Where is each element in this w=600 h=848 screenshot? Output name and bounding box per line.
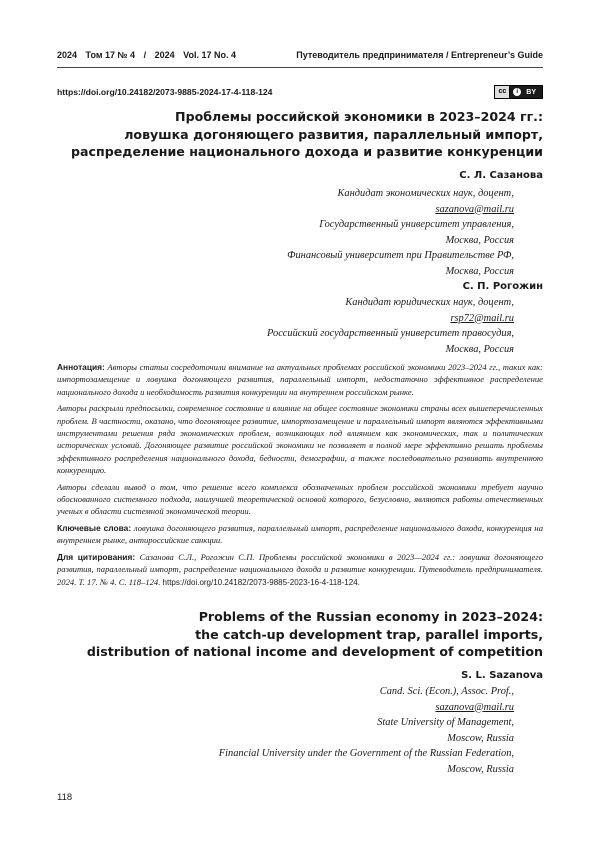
article-title-ru <box>57 108 543 161</box>
affiliation-line: Cand. Sci. (Econ.), Assoc. Prof., <box>379 686 514 697</box>
author-2-affiliation <box>267 295 514 357</box>
cc-by-badge[interactable] <box>494 85 543 99</box>
affiliation-line: Moscow, Russia <box>447 763 514 775</box>
year: 2024 <box>57 50 78 60</box>
abstract-paragraph-2: Авторы раскрыли предпосылки, современное состояние и влияние на общее состояние экономики страны всех вышеперечисленных проблем. В частности, оказано, что догоняющее развитие, импортозамещение и параллельный импорт являются эффективными инструментами решения ряда экономических проблем, возникающих под влиянием как экономических, так и политических исторических условий. Догоняющее развитие российской экономики не позволяет в полной мере эффективно решать проблемы эффективного распределения национального дохода, бедности, демографии, а также последовательно развивать внутреннюю конкуренцию. <box>57 403 543 476</box>
abstract-paragraph-3: Авторы сделали вывод о том, что решение всего комплекса обозначенных проблем российской экономики требует научно обоснованного системного подхода, наилучшей теоретической основой которого, безусловно, являются работы отечественных ученых в области системной экономической теории. <box>57 481 543 517</box>
page-number: 118 <box>57 792 73 803</box>
title-en-line-2: the catch-up development trap, parallel imports, <box>195 626 543 642</box>
abstract-label: Аннотация: <box>57 362 105 372</box>
author-1-affiliation <box>287 186 514 279</box>
running-header <box>57 50 543 68</box>
title-en-line-1: Problems of the Russian economy in 2023–2024: <box>198 609 543 624</box>
separator: / <box>143 50 147 60</box>
affiliation-line: Financial University under the Government of the Russian Federation, <box>218 748 514 759</box>
citation <box>57 551 543 589</box>
title-ru-line-2: ловушка догоняющего развития, параллельный импорт, <box>124 126 543 142</box>
person-icon: i <box>513 88 521 96</box>
author-1-name: С. Л. Сазанова <box>459 170 543 181</box>
affiliation-line: Государственный университет управления, <box>319 219 514 230</box>
keywords <box>57 522 543 547</box>
citation-doi[interactable]: https://doi.org/10.24182/2073-9885-2023-16-4-118-124. <box>162 577 360 587</box>
author-2-name: С. П. Рогожин <box>462 281 543 292</box>
affiliation-line: State University of Management, <box>377 717 514 728</box>
keywords-text: ловушка догоняющего развития, параллельный импорт, распределение национального дохода, конкуренция на внутреннем рынке, антироссийские санкции. <box>57 522 543 546</box>
volume-issue-en: Vol. 17 No. 4 <box>183 50 237 60</box>
author-en-email[interactable]: sazanova@mail.ru <box>435 701 514 713</box>
title-ru-line-3: распределение национального дохода и развитие конкуренции <box>71 144 543 159</box>
affiliation-line: Кандидат юридических наук, доцент, <box>345 297 514 308</box>
year-en: 2024 <box>154 50 175 60</box>
author-en-name: S. L. Sazanova <box>461 670 543 681</box>
affiliation-line: Moscow, Russia <box>447 732 514 744</box>
cc-icon: cc <box>495 86 510 98</box>
journal-name: Путеводитель предпринимателя / Entrepreneur’s Guide <box>296 50 543 60</box>
abstract <box>57 361 543 593</box>
affiliation-line: Москва, Россия <box>445 234 514 246</box>
affiliation-line: Москва, Россия <box>445 343 514 355</box>
title-ru-line-1: Проблемы российской экономики в 2023–2024 гг.: <box>175 109 543 124</box>
citation-label: Для цитирования: <box>57 551 136 562</box>
article-title-en <box>57 608 543 661</box>
affiliation-line: Российский государственный университет правосудия, <box>267 328 514 339</box>
affiliation-line: Финансовый университет при Правительстве РФ, <box>287 250 514 261</box>
keywords-label: Ключевые слова: <box>57 522 132 533</box>
by-label: BY <box>526 88 536 96</box>
doi-row <box>57 85 543 99</box>
doi-link[interactable]: https://doi.org/10.24182/2073-9885-2024-17-4-118-124 <box>57 87 273 97</box>
author-en-affiliation <box>219 684 514 777</box>
abstract-paragraph-1 <box>57 361 543 398</box>
citation-text: Сазанова С.Л., Рогожин С.П. Проблемы российской экономики в 2023—2024 гг.: ловушка догоняющего развития, параллельный импорт, распределение национального дохода и развитие конкуренции. Путеводитель предпринимателя. 2024. Т. 17. № 4. С. 118–124. <box>57 551 544 587</box>
affiliation-line: Москва, Россия <box>445 265 514 277</box>
affiliation-line: Кандидат экономических наук, доцент, <box>337 188 514 199</box>
author-2-email[interactable]: rsp72@mail.ru <box>450 312 514 324</box>
issue-info <box>57 50 242 60</box>
title-en-line-3: distribution of national income and development of competition <box>86 644 543 659</box>
abstract-text-1: Авторы статьи сосредоточили внимание на актуальных проблемах российской экономики 2023–2024 гг., таких как: импортозамещение и ловушка догоняющего развития, параллельный импорт, недостаточно эффективное распределение национального дохода и необходимость развития конкуренции на внутреннем российском рынке. <box>57 362 543 397</box>
volume-issue-ru: Том 17 № 4 <box>85 50 136 60</box>
author-1-email[interactable]: sazanova@mail.ru <box>435 203 514 215</box>
